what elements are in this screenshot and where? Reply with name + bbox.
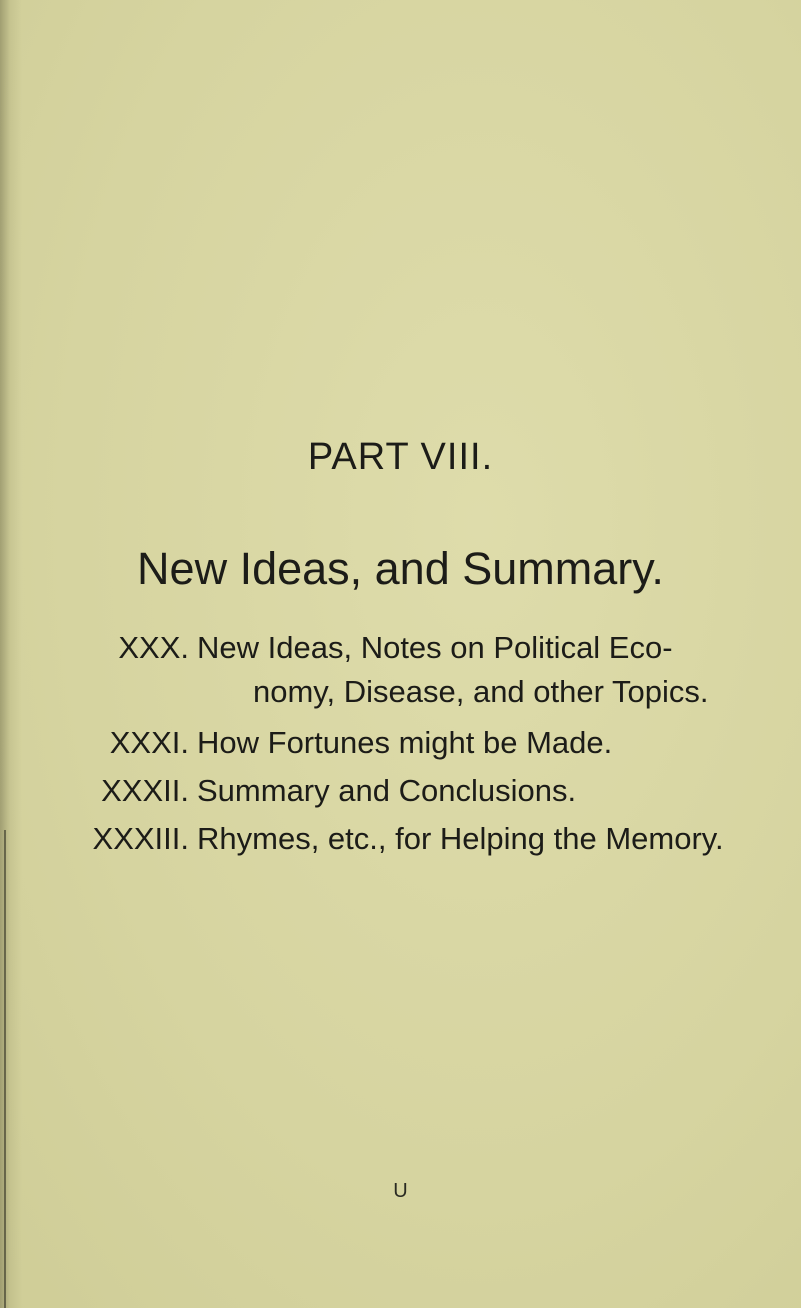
chapter-title: How Fortunes might be Made. (197, 725, 613, 760)
chapter-number: XXX. (118, 630, 189, 665)
chapter-number: XXXIII. (92, 821, 189, 856)
chapter-title: New Ideas, Notes on Political Eco- (197, 630, 673, 665)
chapter-title-continuation: nomy, Disease, and other Topics. (253, 674, 709, 709)
page-edge-shadow (4, 830, 6, 1308)
contents-entry (0, 725, 801, 771)
chapter-number: XXXI. (109, 725, 189, 760)
contents-entry (0, 773, 801, 819)
chapter-title: Rhymes, etc., for Helping the Memory. (197, 821, 724, 856)
section-heading: New Ideas, and Summary. (137, 543, 664, 594)
chapter-title: Summary and Conclusions. (197, 773, 577, 808)
contents-entry (0, 821, 801, 867)
contents-entry (0, 630, 801, 709)
part-heading: PART VIII. (307, 436, 494, 478)
chapter-number: XXXII. (101, 773, 189, 808)
signature-mark: U (393, 1180, 408, 1202)
